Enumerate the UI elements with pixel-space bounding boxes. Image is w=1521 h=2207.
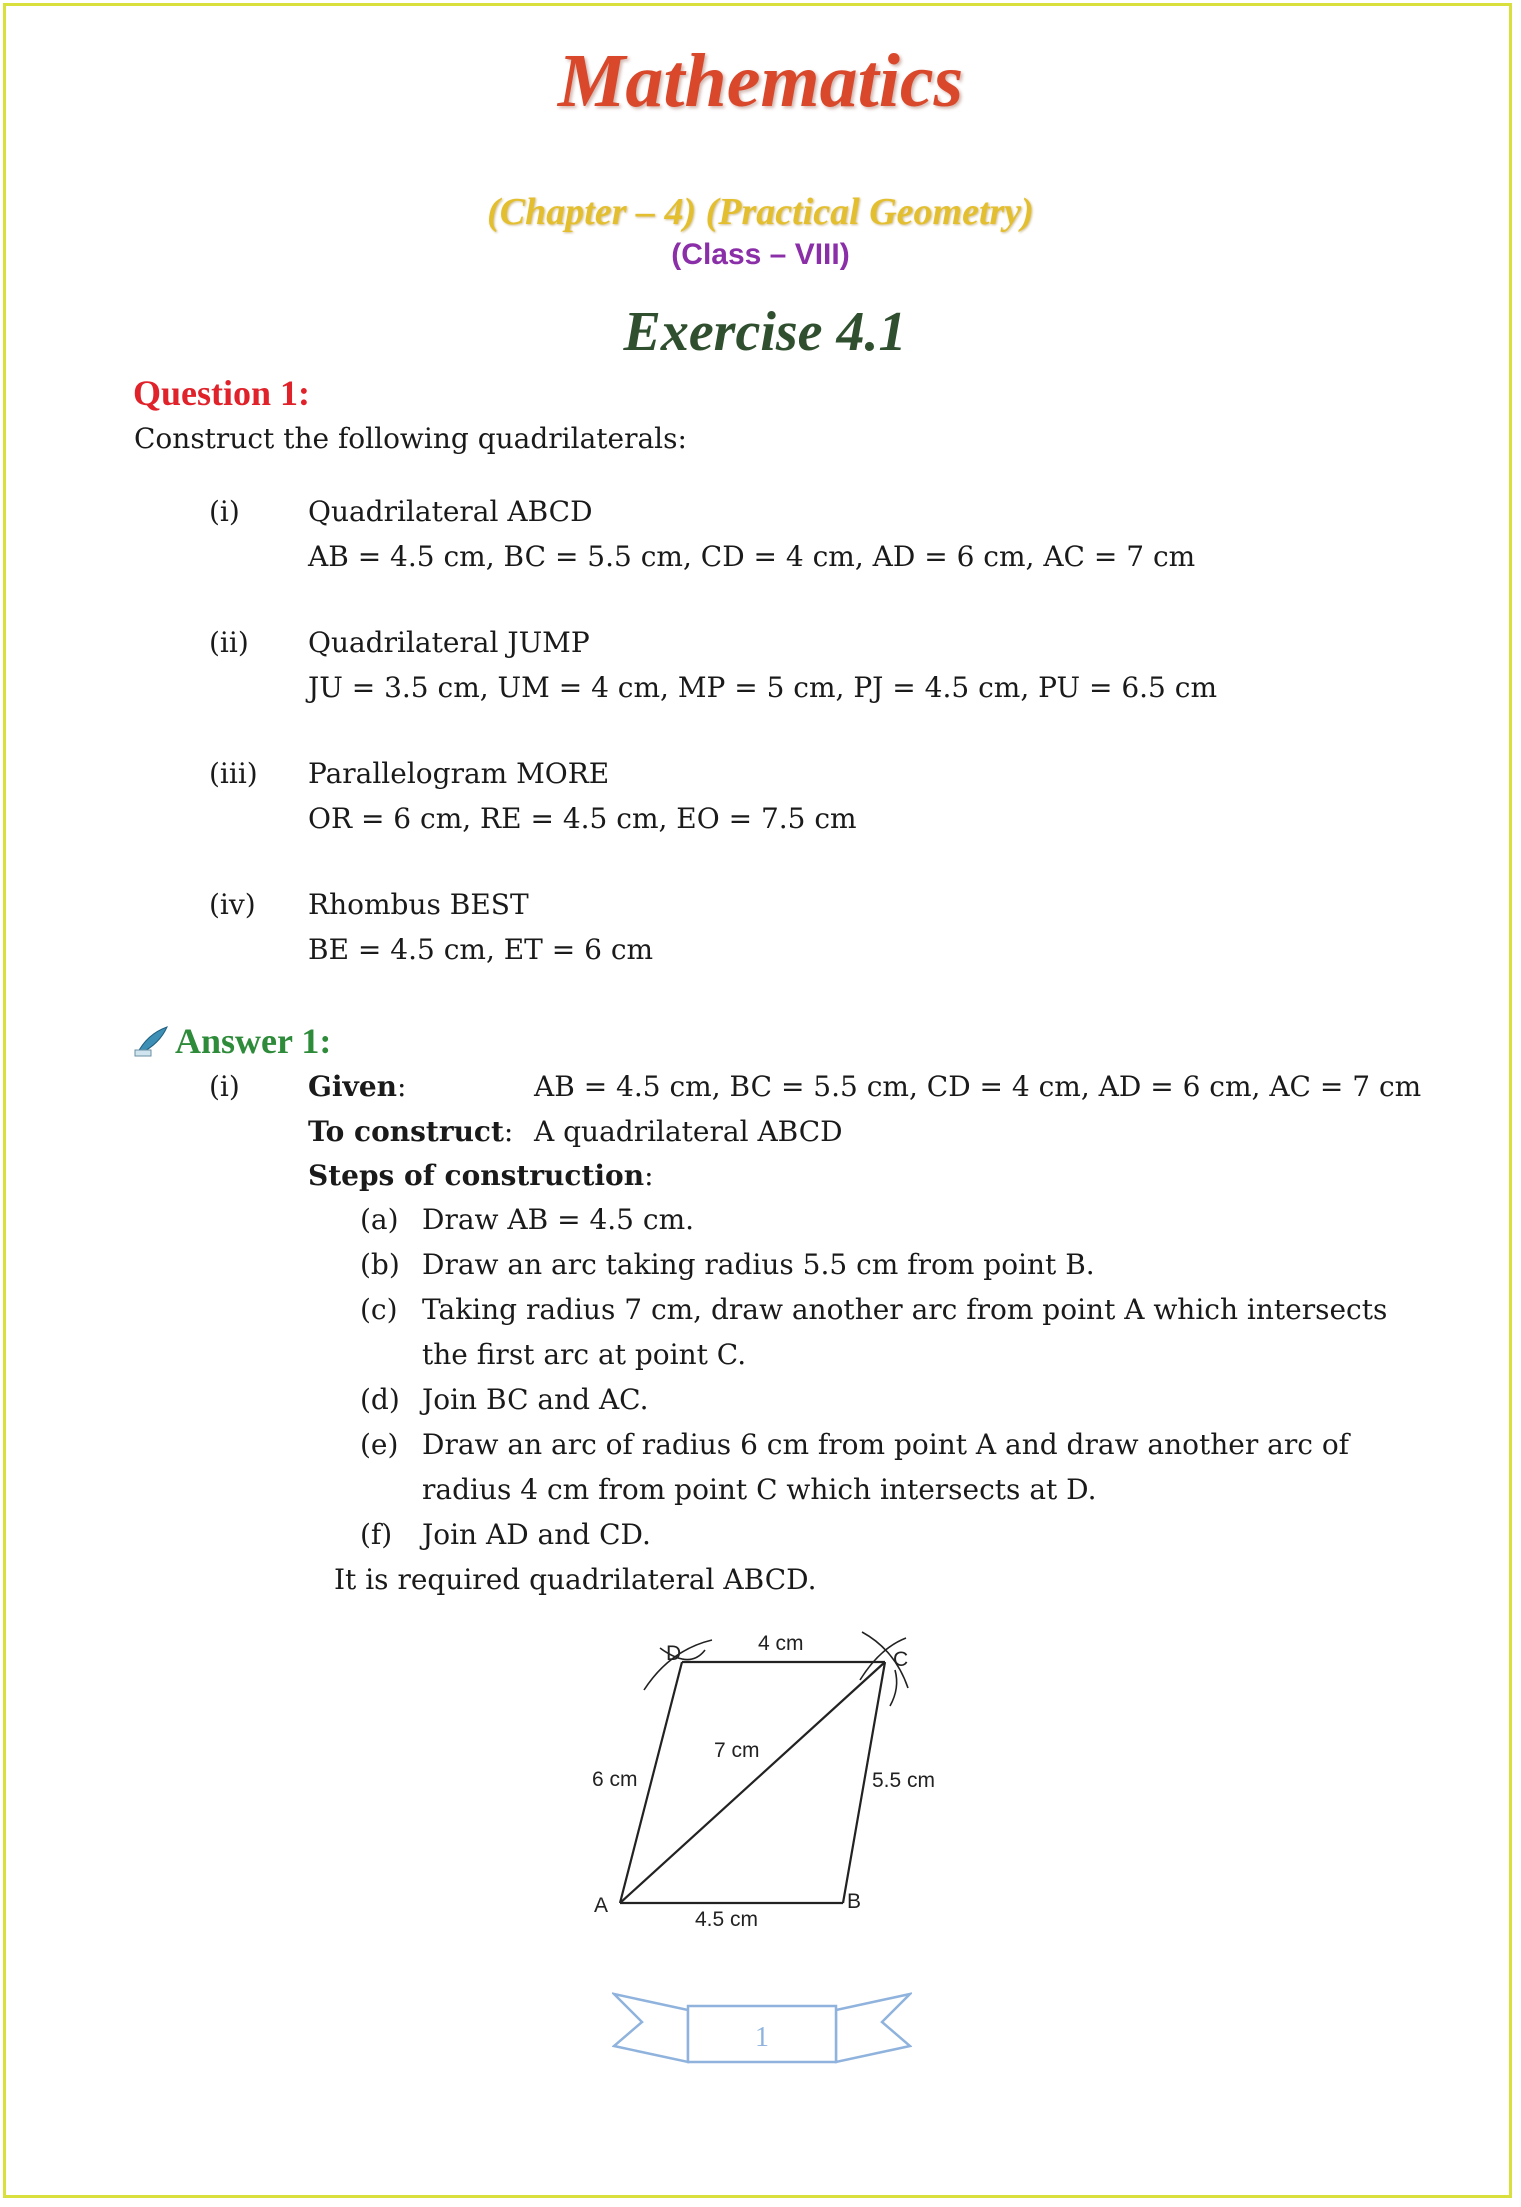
vertex-label-a: A bbox=[594, 1894, 609, 1917]
step-text: Draw an arc taking radius 5.5 cm from point B. bbox=[422, 1248, 1095, 1281]
step-text: Join AD and CD. bbox=[422, 1518, 651, 1551]
ribbon-left-tail bbox=[614, 1994, 688, 2062]
step-letter: (e) bbox=[360, 1428, 399, 1461]
step-letter: (f) bbox=[360, 1518, 393, 1551]
label-cd-length: 4 cm bbox=[758, 1632, 804, 1655]
step-text-continued: the first arc at point C. bbox=[422, 1338, 747, 1371]
answer-heading bbox=[133, 1020, 331, 1062]
ribbon-right-tail bbox=[836, 1994, 910, 2062]
construct-label: To construct bbox=[308, 1115, 504, 1148]
answer-part-number: (i) bbox=[209, 1070, 240, 1103]
part-number: (iii) bbox=[209, 757, 258, 790]
answer-heading-text: Answer 1: bbox=[175, 1021, 332, 1061]
steps-label: Steps of construction bbox=[308, 1159, 645, 1192]
given-value: AB = 4.5 cm, BC = 5.5 cm, CD = 4 cm, AD = 6 cm, AC = 7 cm bbox=[534, 1070, 1422, 1103]
vertex-label-d: D bbox=[666, 1642, 682, 1665]
part-measures: AB = 4.5 cm, BC = 5.5 cm, CD = 4 cm, AD = 6 cm, AC = 7 cm bbox=[308, 540, 1196, 573]
step-text: Draw AB = 4.5 cm. bbox=[422, 1203, 695, 1236]
part-measures: JU = 3.5 cm, UM = 4 cm, MP = 5 cm, PJ = 4.5 cm, PU = 6.5 cm bbox=[308, 671, 1218, 704]
part-shape-name: Quadrilateral JUMP bbox=[308, 626, 590, 659]
construct-line: To construct: bbox=[308, 1115, 514, 1148]
page-number-ribbon bbox=[612, 1986, 912, 2076]
part-shape-name: Rhombus BEST bbox=[308, 888, 529, 921]
vertex-label-c: C bbox=[893, 1648, 909, 1671]
step-text: Draw an arc of radius 6 cm from point A and draw another arc of bbox=[422, 1428, 1350, 1461]
label-ab-length: 4.5 cm bbox=[695, 1908, 759, 1931]
part-number: (i) bbox=[209, 495, 240, 528]
quadrilateral-diagram bbox=[560, 1610, 980, 1940]
question-intro: Construct the following quadrilaterals: bbox=[134, 422, 687, 455]
given-line: Given: bbox=[308, 1070, 407, 1103]
page-title: Mathematics bbox=[557, 39, 964, 123]
label-ad-length: 6 cm bbox=[592, 1768, 638, 1791]
part-measures: BE = 4.5 cm, ET = 6 cm bbox=[308, 933, 654, 966]
exercise-heading: Exercise 4.1 bbox=[623, 301, 907, 363]
part-number: (ii) bbox=[209, 626, 249, 659]
step-letter: (c) bbox=[360, 1293, 398, 1326]
page-number: 1 bbox=[755, 2022, 769, 2053]
class-label: (Class – VIII) bbox=[671, 238, 850, 271]
part-shape-name: Quadrilateral ABCD bbox=[308, 495, 593, 528]
given-label: Given bbox=[308, 1070, 397, 1103]
part-number: (iv) bbox=[209, 888, 256, 921]
label-bc-length: 5.5 cm bbox=[872, 1769, 936, 1792]
vertex-label-b: B bbox=[847, 1890, 862, 1913]
step-letter: (d) bbox=[360, 1383, 400, 1416]
step-text: Taking radius 7 cm, draw another arc from point A which intersects bbox=[422, 1293, 1388, 1326]
steps-line: Steps of construction: bbox=[308, 1159, 654, 1192]
chapter-subtitle: (Chapter – 4) (Practical Geometry) bbox=[487, 191, 1034, 233]
step-letter: (b) bbox=[360, 1248, 400, 1281]
step-letter: (a) bbox=[360, 1203, 399, 1236]
label-ac-length: 7 cm bbox=[714, 1739, 760, 1762]
conclusion-text: It is required quadrilateral ABCD. bbox=[334, 1563, 817, 1596]
part-shape-name: Parallelogram MORE bbox=[308, 757, 610, 790]
arc-at-c-3 bbox=[890, 1670, 897, 1706]
step-text-continued: radius 4 cm from point C which intersects at D. bbox=[422, 1473, 1097, 1506]
diagonal-ac bbox=[620, 1662, 885, 1903]
construct-value: A quadrilateral ABCD bbox=[534, 1115, 843, 1148]
question-heading: Question 1: bbox=[133, 373, 311, 413]
step-text: Join BC and AC. bbox=[422, 1383, 649, 1416]
part-measures: OR = 6 cm, RE = 4.5 cm, EO = 7.5 cm bbox=[308, 802, 857, 835]
quill-icon bbox=[133, 1024, 171, 1058]
